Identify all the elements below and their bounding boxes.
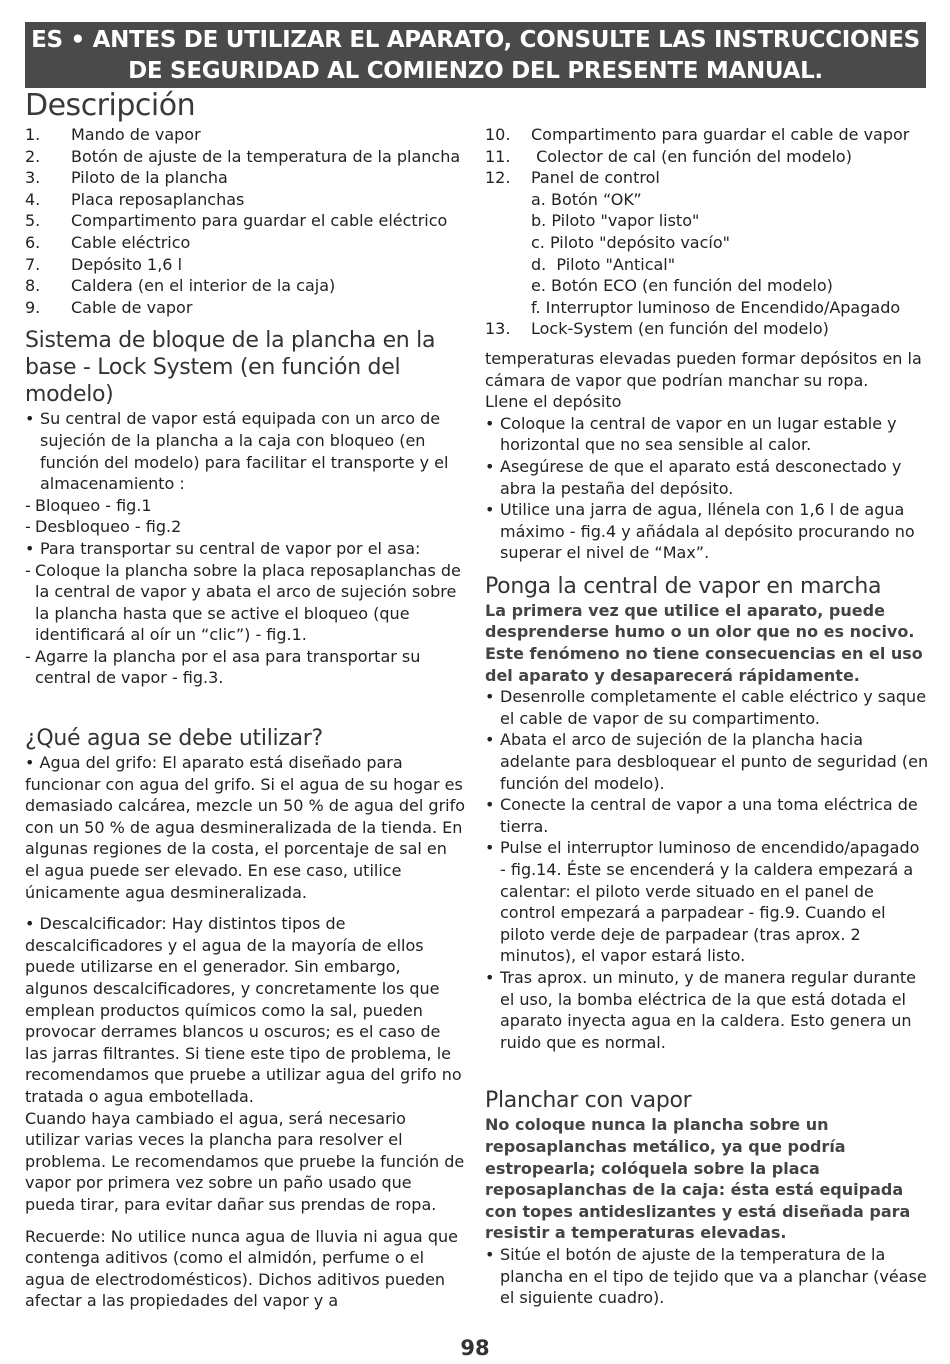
item-number: 8. [25, 276, 41, 296]
bullet-text: Sitúe el botón de ajuste de la temperatura de la plancha en el tipo de tejido que va a planchar (véase el siguiente cuadro). [500, 1244, 927, 1308]
bullet-text: Tras aprox. un minuto, y de manera regular durante el uso, la bomba eléctrica de la que está dotada el aparato inyecta agua en la caldera. Esto genera un ruido que es normal. [500, 967, 916, 1052]
reminder-paragraph [25, 1226, 465, 1312]
steam-ironing-heading: Planchar con vapor [485, 1088, 692, 1114]
reminder-label: Recuerde: [25, 1226, 106, 1246]
list-item [485, 146, 930, 168]
bullet-text: Su central de vapor está equipada con un arco de sujeción de la plancha a la caja con bloqueo (en función del modelo) para facilitar el transporte y el almacenamiento : [40, 409, 449, 494]
banner-line-1: ES • ANTES DE UTILIZAR EL APARATO, CONSULTE LAS INSTRUCCIONES [31, 27, 920, 53]
bullet-text: Abata el arco de sujeción de la plancha hacia adelante para desbloquear el punto de seguridad (en función del modelo). [500, 730, 929, 793]
item-text: Panel de control [531, 168, 660, 188]
item-number: 6. [25, 232, 41, 252]
dash-item: - Agarre la plancha por el asa para transportar su central de vapor - fig.3. [25, 646, 465, 689]
bullet-item: • Sitúe el botón de ajuste de la temperatura de la plancha en el tipo de tejido que va a planchar (véase el siguiente cuadro). [485, 1244, 930, 1309]
dash-item: - Bloqueo - fig.1 [25, 495, 465, 517]
item-text: Caldera (en el interior de la caja) [71, 276, 336, 296]
item-number: 3. [25, 168, 41, 188]
list-item [25, 124, 465, 146]
description-list-right [485, 124, 930, 340]
sub-item: d. Piloto "Antical" [531, 254, 676, 274]
sub-item: f. Interruptor luminoso de Encendido/Apagado [531, 297, 901, 317]
dash-text: Coloque la plancha sobre la placa reposaplanchas de la central de vapor y abata el arco de sujeción sobre la plancha hasta que se active el bloqueo (que identificará al oír un “clic”) - fig.1. [35, 560, 461, 645]
item-number: 1. [25, 125, 41, 144]
list-item [485, 167, 930, 189]
start-heading: Ponga la central de vapor en marcha [485, 573, 882, 599]
tap-water-label: • Agua del grifo: [25, 753, 158, 773]
item-text: Colector de cal (en función del modelo) [531, 146, 852, 166]
tap-water-text: El aparato está diseñado para funcionar con agua del grifo. Si el agua de su hogar es demasiado calcárea, mezcle un 50 % de agua del grifo con un 50 % de agua desmineralizada de la tienda. En algunas regiones de la costa, el porcentaje de sal en el agua puede ser elevado. En ese caso, utilice únicamente agua desmineralizada. [25, 753, 466, 902]
steam-warning: No coloque nunca la plancha sobre un reposaplanchas metálico, ya que podría estropearla; colóquela sobre la placa reposaplanchas de la caja: ésta está equipada con topes antideslizantes y está diseñada para resistir a temperaturas elevadas. [485, 1115, 911, 1243]
bullet-item: • Conecte la central de vapor a una toma eléctrica de tierra. [485, 794, 930, 837]
list-item [25, 275, 465, 297]
start-warning: La primera vez que utilice el aparato, puede desprenderse humo o un olor que no es nocivo. Este fenómeno no tiene consecuencias en el uso del aparato y desaparecerá rápidamente. [485, 600, 923, 685]
dash-text: Agarre la plancha por el asa para transportar su central de vapor - fig.3. [35, 646, 421, 688]
bullet-text: Utilice una jarra de agua, llénela con 1,6 l de agua máximo - fig.4 y añádala al depósito procurando no superar el nivel de “Max”. [500, 500, 915, 563]
softener-paragraph [25, 913, 465, 1107]
list-item [25, 232, 465, 254]
list-item [25, 146, 465, 168]
bullet-text: Asegúrese de que el aparato está desconectado y abra la pestaña del depósito. [500, 456, 902, 498]
safety-banner [25, 22, 926, 88]
list-item [25, 254, 465, 276]
left-column [25, 124, 465, 1312]
dash-item: - Desbloqueo - fig.2 [25, 516, 465, 538]
item-text: Placa reposaplanchas [71, 189, 245, 209]
item-number: 9. [25, 297, 41, 317]
item-number: 12. [485, 168, 511, 188]
dash-text: Desbloqueo - fig.2 [35, 517, 182, 537]
bullet-item: • Asegúrese de que el aparato está desconectado y abra la pestaña del depósito. [485, 456, 930, 499]
item-number: 10. [485, 125, 511, 144]
item-number: 4. [25, 189, 41, 209]
bullet-text: Conecte la central de vapor a una toma eléctrica de tierra. [500, 795, 918, 836]
item-text: Mando de vapor [71, 125, 201, 144]
sub-item: c. Piloto "depósito vacío" [531, 232, 730, 252]
item-number: 11. [485, 146, 511, 166]
list-item [25, 167, 465, 189]
description-list-left [25, 124, 465, 318]
item-text: Botón de ajuste de la temperatura de la plancha [71, 146, 461, 166]
bullet-text: Para transportar su central de vapor por el asa: [40, 538, 421, 558]
bullet-item: • Pulse el interruptor luminoso de encendido/apagado - fig.14. Éste se encenderá y la caldera empezará a calentar: el piloto verde situado en el panel de control empezará a parpadear - fig.9. Cuando el piloto verde deje de parpadear (tras aprox. 2 minutos), el vapor estará listo. [485, 837, 930, 967]
water-change-paragraph: Cuando haya cambiado el agua, será necesario utilizar varias veces la plancha para resolver el problema. Le recomendamos que pruebe la función de vapor por primera vez sobre un paño usado que pueda tirar, para evitar dañar sus prendas de ropa. [25, 1108, 465, 1214]
continuation-paragraph: temperaturas elevadas pueden formar depósitos en la cámara de vapor que podrían manchar su ropa. [485, 348, 922, 390]
bullet-text: Coloque la central de vapor en un lugar estable y horizontal que no sea sensible al calor. [500, 413, 897, 455]
bullet-item: • Utilice una jarra de agua, llénela con 1,6 l de agua máximo - fig.4 y añádala al depósito procurando no superar el nivel de “Max”. [485, 499, 930, 564]
item-text: Compartimento para guardar el cable eléctrico [71, 211, 448, 231]
page-number: 98 [460, 1336, 490, 1360]
item-number: 5. [25, 211, 41, 231]
list-item [485, 318, 930, 340]
lock-system-heading: Sistema de bloque de la plancha en la base - Lock System (en función del modelo) [25, 328, 436, 408]
tap-water-paragraph [25, 752, 465, 903]
sub-item: e. Botón ECO (en función del modelo) [531, 276, 833, 296]
item-number: 2. [25, 146, 41, 166]
item-number: 13. [485, 319, 511, 339]
sub-item: b. Piloto "vapor listo" [531, 211, 700, 231]
right-column [485, 124, 930, 1309]
bullet-text: Desenrolle completamente el cable eléctrico y saque el cable de vapor de su compartimento. [500, 687, 927, 728]
item-number: 7. [25, 254, 41, 274]
item-text: Cable eléctrico [71, 232, 191, 252]
item-text: Compartimento para guardar el cable de vapor [531, 125, 910, 144]
dash-text: Bloqueo - fig.1 [35, 495, 152, 515]
sub-item: a. Botón “OK” [531, 189, 642, 209]
list-item [25, 297, 465, 319]
item-text: Piloto de la plancha [71, 168, 228, 188]
softener-label: • Descalcificador: [25, 914, 167, 934]
banner-line-2: DE SEGURIDAD AL COMIENZO DEL PRESENTE MANUAL. [128, 58, 823, 84]
bullet-item: • Abata el arco de sujeción de la plancha hacia adelante para desbloquear el punto de seguridad (en función del modelo). [485, 730, 929, 793]
list-item [485, 124, 930, 146]
item-text: Cable de vapor [71, 297, 193, 317]
page-title: Descripción [25, 88, 196, 123]
bullet-item: • Desenrolle completamente el cable eléctrico y saque el cable de vapor de su compartimento. [485, 686, 930, 729]
item-text: Depósito 1,6 l [71, 254, 183, 274]
water-heading: ¿Qué agua se debe utilizar? [25, 726, 323, 752]
list-item [25, 189, 465, 211]
dash-item: - Coloque la plancha sobre la placa reposaplanchas de la central de vapor y abata el arco de sujeción sobre la plancha hasta que se active el bloqueo (que identificará al oír un “clic”) - fig.1. [25, 560, 465, 646]
fill-tank-heading: Llene el depósito [485, 392, 622, 412]
bullet-item: • Su central de vapor está equipada con un arco de sujeción de la plancha a la caja con bloqueo (en función del modelo) para facilitar el transporte y el almacenamiento : [25, 408, 465, 494]
bullet-item: • Para transportar su central de vapor por el asa: [25, 538, 465, 560]
bullet-text: Pulse el interruptor luminoso de encendido/apagado - fig.14. Éste se encenderá y la caldera empezará a calentar: el piloto verde situado en el panel de control empezará a parpadear - fig.9. Cuando el piloto verde deje de parpadear (tras aprox. 2 minutos), el vapor estará listo. [500, 838, 920, 966]
bullet-item: • Coloque la central de vapor en un lugar estable y horizontal que no sea sensible al calor. [485, 413, 930, 456]
softener-text: Hay distintos tipos de descalcificadores y el agua de la mayoría de ellos puede utilizarse en el generador. Sin embargo, algunos descalcificadores, y concretamente los que emplean productos químicos como la sal, pueden provocar derrames blancos u oscuros; es el caso de las jarras filtrantes. Si tiene este tipo de problema, le recomendamos que pruebe a utilizar agua del grifo no tratada o agua embotellada. [25, 914, 462, 1106]
item-text: Lock-System (en función del modelo) [531, 319, 829, 339]
reminder-text: No utilice nunca agua de lluvia ni agua que contenga aditivos (como el almidón, perfume o el agua de electrodomésticos). Dichos aditivos pueden afectar a las propiedades del vapor y a [25, 1226, 458, 1311]
list-item [25, 210, 465, 232]
bullet-item: • Tras aprox. un minuto, y de manera regular durante el uso, la bomba eléctrica de la que está dotada el aparato inyecta agua en la caldera. Esto genera un ruido que es normal. [485, 967, 930, 1053]
